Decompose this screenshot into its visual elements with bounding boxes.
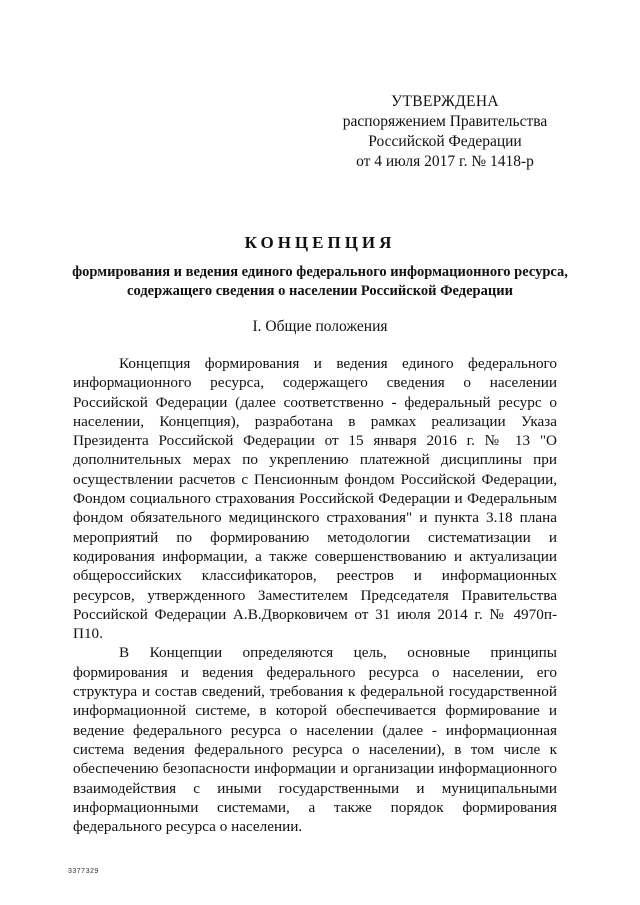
approval-line-1: распоряжением Правительства [342,113,548,130]
approval-line-2: Российской Федерации [368,133,522,150]
paragraph-1: Концепция формирования и ведения единого федерального информационного ресурса, содержащего сведения о населении Российской Федерации (далее соответственно - федеральный ресурс о населении, Концепция), разработана в рамках реализации Указа Президента Российской Федерации от 15 января 2016 г. № 13 "О дополнительных мерах по укреплению платежной дисциплины при осуществлении расчетов с Пенсионным фондом Российской Федерации, Фондом социального страхования Российской Федерации и Федеральным фондом обязательного медицинского страхования" и пункта 3.18 плана мероприятий по формированию методологии систематизации и кодирования информации, а также совершенствованию и актуализации общероссийских классификаторов, реестров и информационных ресурсов, утвержденного Заместителем Председателя Правительства Российской Федерации А.В.Дворковичем от 31 июля 2014 г. № 4970п-П10. [73,355,557,643]
document-subtitle: формирования и ведения единого федерального информационного ресурса, содержащего сведения о населении Российской Федерации [72,264,568,299]
document-body [73,354,557,836]
paragraph-2: В Концепции определяются цель, основные принципы формирования и ведения федерального ресурса о населении, его структура и состав сведений, требования к федеральной государственной информационной системе, в которой обеспечивается формирование и ведение федерального ресурса о населении (далее - информационная система ведения федерального ресурса о населении), в том числе к обеспечению безопасности информации и организации информационного взаимодействия с иными государственными и муниципальными информационными системами, а также порядок формирования федерального ресурса о населении. [73,644,557,836]
approval-heading: УТВЕРЖДЕНА [391,93,499,110]
section-heading: I. Общие положения [252,318,388,335]
document-title: КОНЦЕПЦИЯ [244,233,396,252]
footer-document-code: 3377329 [68,868,99,875]
approval-stamp-block [330,92,560,172]
approval-line-3: от 4 июля 2017 г. № 1418-р [356,153,534,170]
